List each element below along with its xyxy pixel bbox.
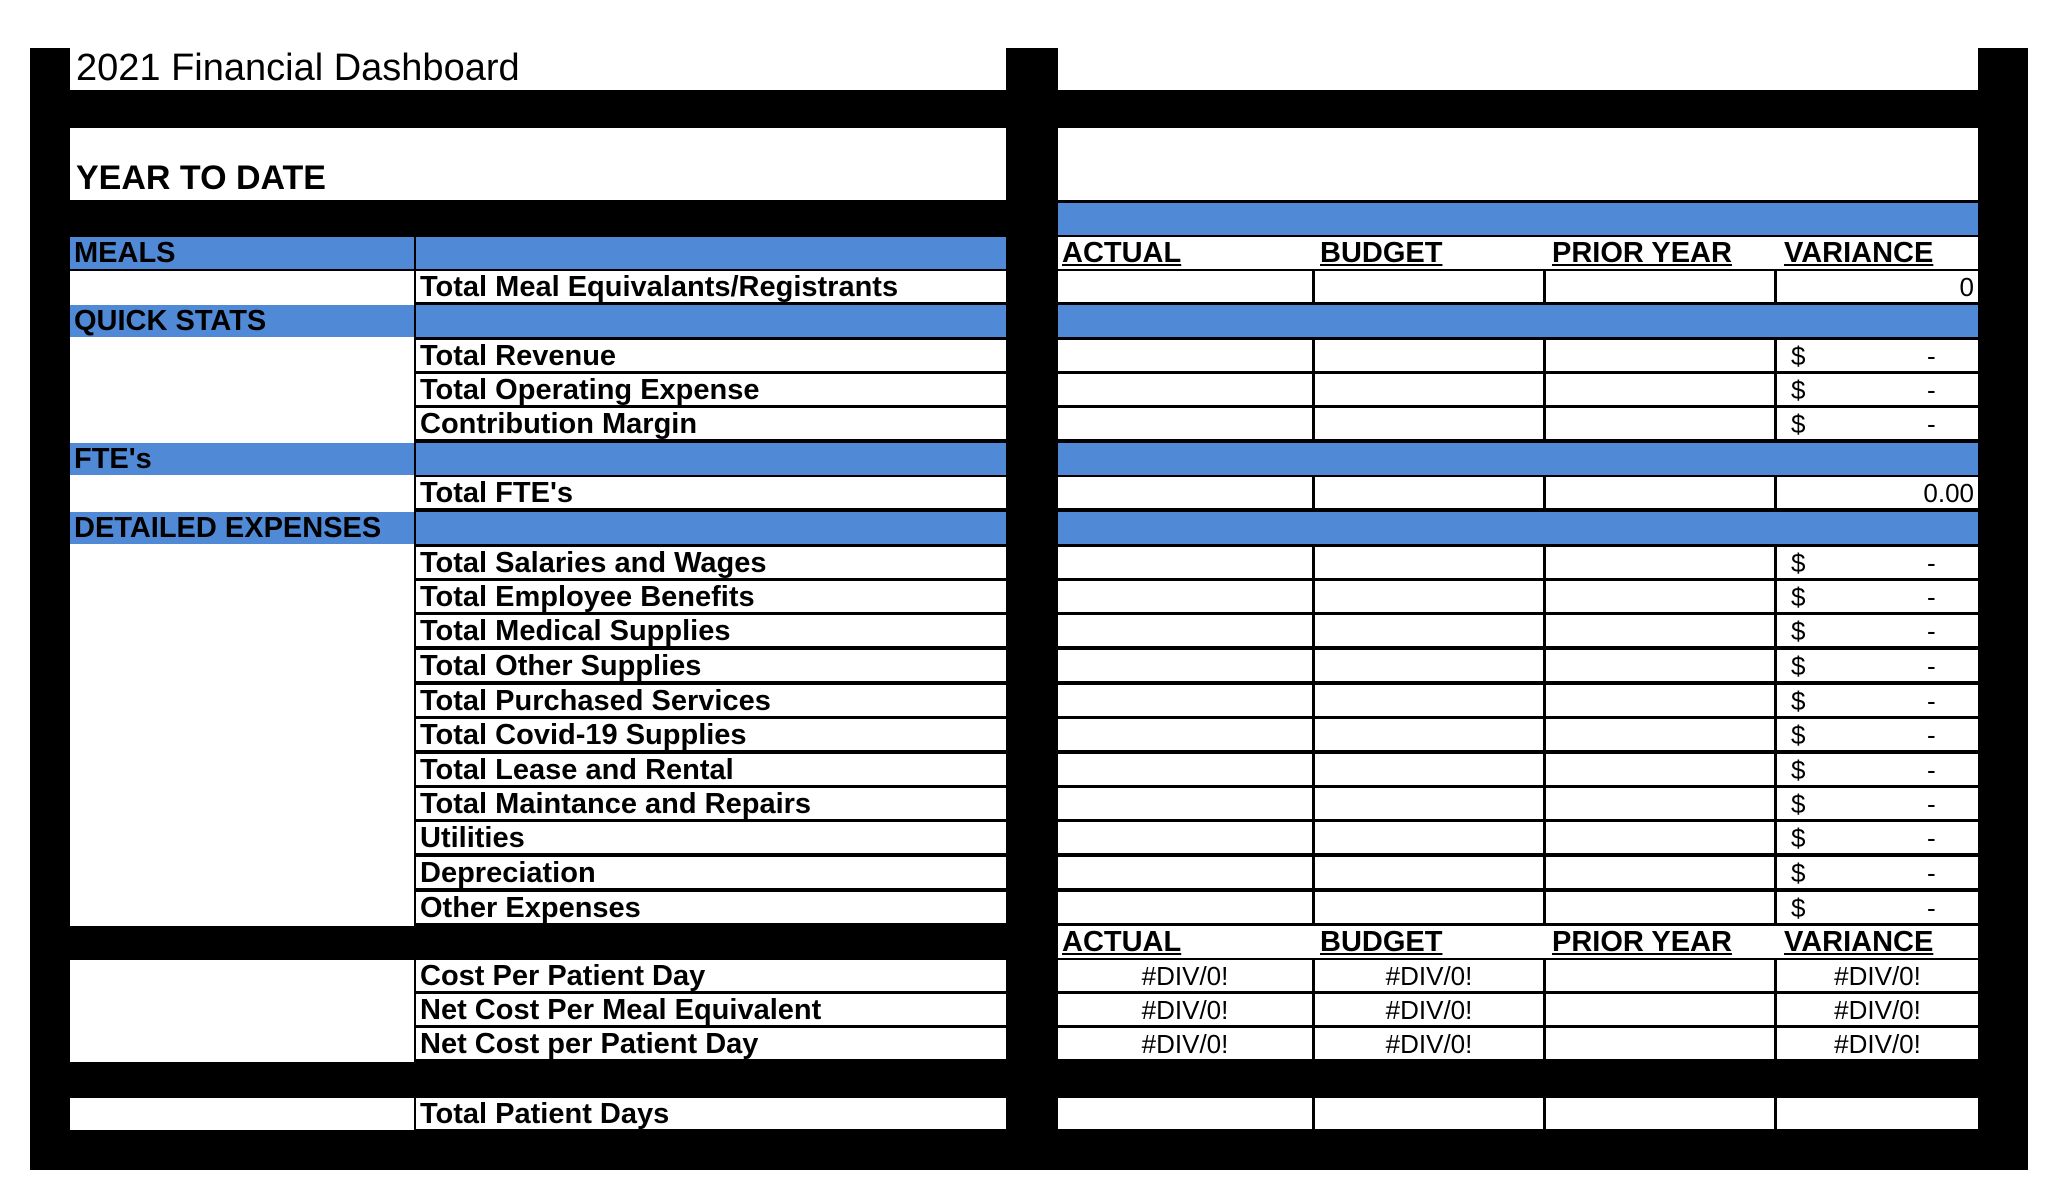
left-label-column-lower <box>70 960 414 1062</box>
variance-currency-symbol: $ <box>1791 893 1806 923</box>
variance-currency-symbol: $ <box>1791 686 1806 716</box>
cell-prior-year <box>1546 1098 1774 1129</box>
row-label: Total Lease and Rental <box>420 754 734 786</box>
variance-currency-symbol: $ <box>1791 823 1806 853</box>
cell-prior-year <box>1546 615 1774 646</box>
cell-budget <box>1315 408 1543 439</box>
variance-value: 0.00 <box>1923 478 1974 508</box>
left-label-column-bottom <box>70 1098 414 1130</box>
variance-currency-symbol: $ <box>1791 409 1806 439</box>
row-label: Total Employee Benefits <box>420 581 755 613</box>
row-label: Total Maintance and Repairs <box>420 788 812 820</box>
col-header-prior-year: PRIOR YEAR <box>1552 237 1732 269</box>
col-header-budget-2: BUDGET <box>1320 926 1443 958</box>
row-label: Utilities <box>420 822 525 854</box>
cell-budget <box>1315 857 1543 888</box>
cell-actual <box>1058 685 1312 716</box>
variance-value: #DIV/0! <box>1834 1029 1921 1059</box>
cell-actual <box>1058 340 1312 371</box>
cell-actual <box>1058 547 1312 578</box>
col-header-variance: VARIANCE <box>1784 237 1934 269</box>
cell-prior-year <box>1546 994 1774 1025</box>
row-label: Total Covid-19 Supplies <box>420 719 747 751</box>
cell-budget <box>1315 477 1543 508</box>
variance-currency-symbol: $ <box>1791 720 1806 750</box>
row-label: Total Revenue <box>420 340 617 372</box>
variance-value: - <box>1927 789 1936 819</box>
variance-value: 0 <box>1959 272 1974 302</box>
cell-actual <box>1058 271 1312 302</box>
variance-value: - <box>1927 651 1936 681</box>
cell-prior-year <box>1546 754 1774 785</box>
col-header-prior-year-2: PRIOR YEAR <box>1552 926 1732 958</box>
variance-value: - <box>1927 893 1936 923</box>
left-label-column <box>70 271 414 926</box>
row-label: Total Operating Expense <box>420 374 760 406</box>
actual-value: #DIV/0! <box>1141 961 1229 991</box>
cell-budget <box>1315 822 1543 853</box>
variance-value: #DIV/0! <box>1834 995 1921 1025</box>
variance-value: - <box>1927 755 1936 785</box>
cell-actual <box>1058 788 1312 819</box>
cell-prior-year <box>1546 374 1774 405</box>
cell-budget <box>1315 1098 1543 1129</box>
cell-budget <box>1315 719 1543 750</box>
row-label: Depreciation <box>420 857 596 889</box>
variance-value: - <box>1927 686 1936 716</box>
cell-prior-year <box>1546 271 1774 302</box>
variance-value: - <box>1927 582 1936 612</box>
budget-value: #DIV/0! <box>1385 961 1473 991</box>
page-title: 2021 Financial Dashboard <box>76 47 520 89</box>
row-label: Net Cost per Patient Day <box>420 1028 759 1060</box>
variance-currency-symbol: $ <box>1791 755 1806 785</box>
cell-prior-year <box>1546 892 1774 923</box>
variance-currency-symbol: $ <box>1791 341 1806 371</box>
section-quick-stats-fill-mid <box>416 305 1006 337</box>
cell-variance <box>1777 1098 1978 1129</box>
cell-actual <box>1058 374 1312 405</box>
variance-currency-symbol: $ <box>1791 375 1806 405</box>
cell-prior-year <box>1546 477 1774 508</box>
section-ftes-label: FTE's <box>74 443 152 475</box>
variance-currency-symbol: $ <box>1791 789 1806 819</box>
cell-actual <box>1058 1098 1312 1129</box>
right-title-cell <box>1058 48 1978 90</box>
variance-value: - <box>1927 341 1936 371</box>
variance-value: - <box>1927 616 1936 646</box>
cell-prior-year <box>1546 581 1774 612</box>
variance-value: - <box>1927 720 1936 750</box>
row-label: Total FTE's <box>420 477 573 509</box>
row-label: Total Salaries and Wages <box>420 547 767 579</box>
row-label: Net Cost Per Meal Equivalent <box>420 994 822 1026</box>
variance-currency-symbol: $ <box>1791 858 1806 888</box>
cell-budget <box>1315 650 1543 681</box>
cell-budget <box>1315 788 1543 819</box>
cell-budget <box>1315 581 1543 612</box>
cell-actual <box>1058 650 1312 681</box>
col-header-variance-2: VARIANCE <box>1784 926 1934 958</box>
right-header-band <box>1058 203 1978 235</box>
cell-prior-year <box>1546 340 1774 371</box>
cell-actual <box>1058 581 1312 612</box>
budget-value: #DIV/0! <box>1385 995 1473 1025</box>
right-period-cell <box>1058 128 1978 200</box>
section-meals-label: MEALS <box>74 237 176 269</box>
cell-prior-year <box>1546 685 1774 716</box>
cell-actual <box>1058 477 1312 508</box>
cell-budget <box>1315 547 1543 578</box>
section-detailed-fill-mid <box>416 512 1006 544</box>
budget-value: #DIV/0! <box>1385 1029 1473 1059</box>
col-header-actual-2: ACTUAL <box>1062 926 1182 958</box>
cell-actual <box>1058 615 1312 646</box>
variance-value: - <box>1927 858 1936 888</box>
variance-currency-symbol: $ <box>1791 651 1806 681</box>
cell-prior-year <box>1546 822 1774 853</box>
variance-currency-symbol: $ <box>1791 548 1806 578</box>
row-label: Total Patient Days <box>420 1098 670 1130</box>
section-meals-fill-mid <box>416 237 1006 269</box>
col-header-budget: BUDGET <box>1320 237 1443 269</box>
cell-prior-year <box>1546 650 1774 681</box>
section-detailed-fill-right <box>1058 512 1978 544</box>
row-label: Total Meal Equivalants/Registrants <box>420 271 899 303</box>
variance-value: - <box>1927 548 1936 578</box>
variance-currency-symbol: $ <box>1791 582 1806 612</box>
cell-prior-year <box>1546 547 1774 578</box>
cell-actual <box>1058 719 1312 750</box>
cell-budget <box>1315 892 1543 923</box>
row-label: Cost Per Patient Day <box>420 960 706 992</box>
row-label: Total Other Supplies <box>420 650 702 682</box>
row-label: Other Expenses <box>420 892 641 924</box>
section-quick-stats-label: QUICK STATS <box>74 305 267 337</box>
cell-actual <box>1058 408 1312 439</box>
section-ftes-fill-mid <box>416 443 1006 475</box>
row-label: Total Medical Supplies <box>420 615 731 647</box>
variance-value: - <box>1927 375 1936 405</box>
cell-budget <box>1315 271 1543 302</box>
cell-actual <box>1058 857 1312 888</box>
actual-value: #DIV/0! <box>1141 995 1229 1025</box>
cell-prior-year <box>1546 408 1774 439</box>
cell-actual <box>1058 892 1312 923</box>
actual-value: #DIV/0! <box>1141 1029 1229 1059</box>
section-quick-stats-fill-right <box>1058 305 1978 337</box>
section-detailed-label: DETAILED EXPENSES <box>74 512 382 544</box>
cell-budget <box>1315 340 1543 371</box>
cell-prior-year <box>1546 788 1774 819</box>
row-label: Contribution Margin <box>420 408 698 440</box>
variance-currency-symbol: $ <box>1791 616 1806 646</box>
col-header-actual: ACTUAL <box>1062 237 1182 269</box>
cell-budget <box>1315 685 1543 716</box>
row-label: Total Purchased Services <box>420 685 771 717</box>
cell-actual <box>1058 754 1312 785</box>
period-label: YEAR TO DATE <box>76 159 326 197</box>
variance-value: - <box>1927 409 1936 439</box>
section-ftes-fill-right <box>1058 443 1978 475</box>
cell-budget <box>1315 615 1543 646</box>
cell-actual <box>1058 822 1312 853</box>
cell-budget <box>1315 754 1543 785</box>
cell-prior-year <box>1546 719 1774 750</box>
cell-prior-year <box>1546 857 1774 888</box>
variance-value: #DIV/0! <box>1834 961 1921 991</box>
variance-value: - <box>1927 823 1936 853</box>
cell-prior-year <box>1546 1028 1774 1059</box>
cell-prior-year <box>1546 960 1774 991</box>
cell-budget <box>1315 374 1543 405</box>
